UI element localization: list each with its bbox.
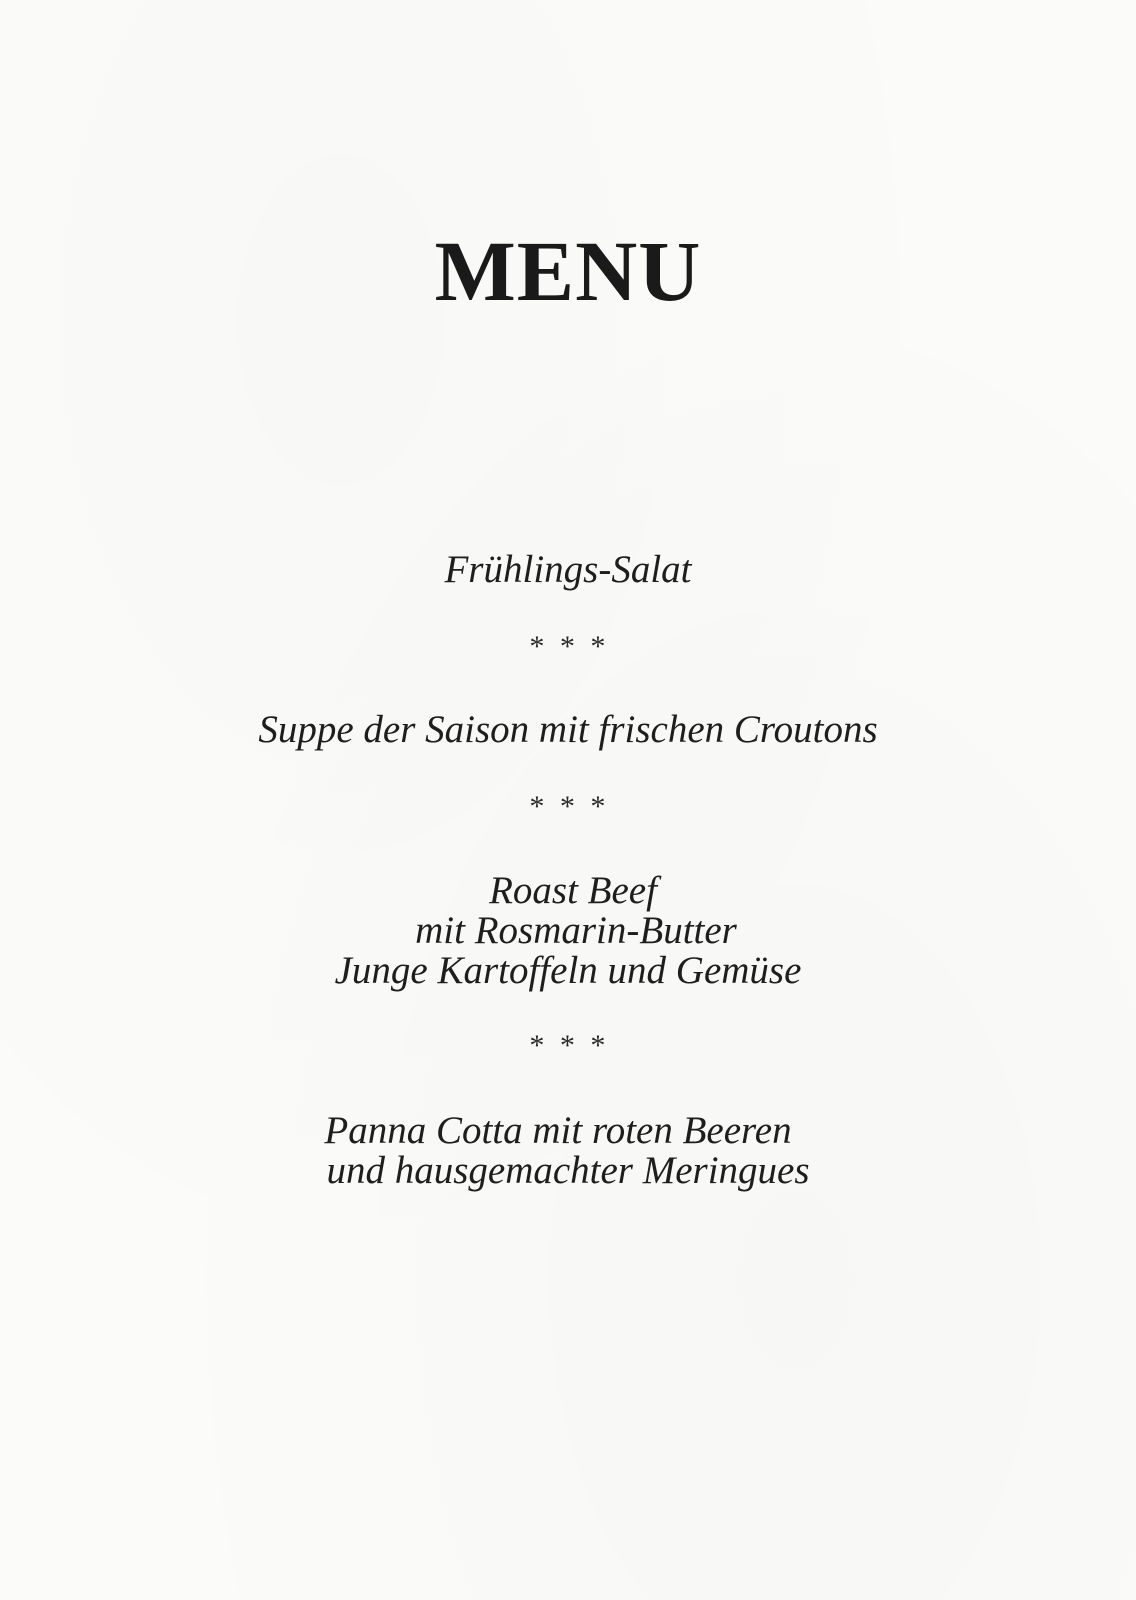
- course-line: Roast Beef: [489, 869, 657, 912]
- course-line: mit Rosmarin-Butter: [415, 909, 737, 952]
- course-separator: * * *: [528, 1029, 608, 1062]
- course-soup: [0, 710, 1136, 750]
- course-line: Junge Kartoffeln und Gemüse: [334, 949, 802, 992]
- course-line: und hausgemachter Meringues: [326, 1149, 810, 1192]
- course-dessert: [0, 1111, 1136, 1191]
- course-main: [0, 871, 1136, 991]
- course-separator: * * *: [528, 790, 608, 823]
- course-line: Suppe der Saison mit frischen Croutons: [258, 708, 878, 751]
- course-starter: [0, 550, 1136, 590]
- course-line: Panna Cotta mit roten Beeren: [324, 1109, 792, 1152]
- course-separator: * * *: [528, 630, 608, 663]
- menu-title: MENU: [434, 223, 702, 319]
- course-line: Frühlings-Salat: [444, 548, 692, 591]
